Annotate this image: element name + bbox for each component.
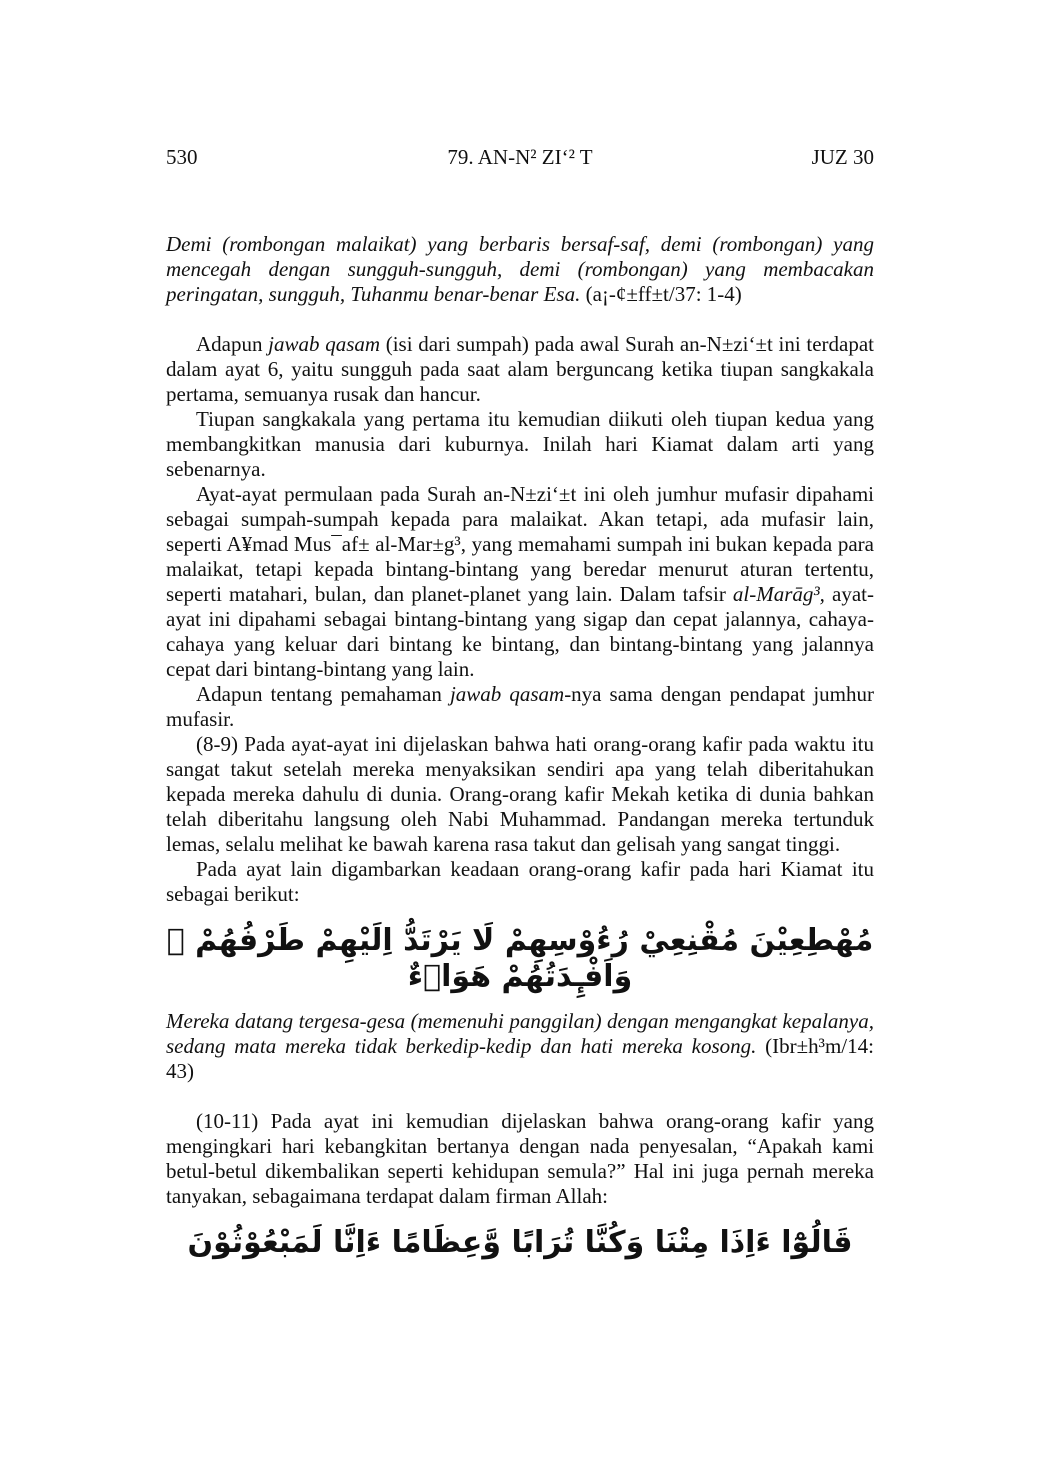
- paragraph-7: (10-11) Pada ayat ini kemudian dijelaskan bahwa orang-orang kafir yang mengingkari hari kebangkitan bertanya dengan nada penyesalan, “Apakah kami betul-betul dikembalikan seperti kehidupan semula?” Hal ini juga pernah mereka tanyakan, sebagaimana terdapat dalam firman Allah:: [166, 1109, 874, 1208]
- quote-translation-2: [166, 1009, 874, 1084]
- paragraph-3: [166, 482, 874, 682]
- italic-term: jawab qasam: [268, 332, 381, 356]
- paragraph-2: Tiupan sangkakala yang pertama itu kemudian diikuti oleh tiupan kedua yang membangkitkan manusia dari kuburnya. Inilah hari Kiamat dalam arti yang sebenarnya.: [166, 407, 874, 481]
- quote-translation-1: [166, 232, 874, 307]
- text-run: -nya sama dengan pendapat jumhur mufasir.: [166, 682, 874, 731]
- paragraph-5: (8-9) Pada ayat-ayat ini dijelaskan bahwa hati orang-orang kafir pada waktu itu sangat takut setelah mereka menyaksikan sendiri apa yang telah diberitahukan kepada mereka dahulu di dunia. Orang-orang kafir Mekah ketika di dunia bahkan telah diberitahu langsung oleh Nabi Muhammad. Pandangan mereka tertunduk lemas, selalu melihat ke bawah karena rasa takut dan gelisah yang sangat tinggi.: [166, 732, 874, 856]
- chapter-title: 79. AN-N² ZI‘² T: [447, 145, 593, 169]
- italic-term: jawab qasam: [449, 682, 565, 706]
- quote-reference: (a¡-¢±ff±t/37: 1-4): [580, 282, 742, 306]
- text-run: ayat-ayat ini dipahami sebagai bintang-bintang yang sigap dan cepat jalannya, cahaya-cahaya yang keluar dari bintang ke bintang, dan bintang-bintang yang jalannya cepat dari bintang-bintang yang lain.: [166, 582, 874, 681]
- quote-text: Demi (rombongan malaikat) yang berbaris bersaf-saf, demi (rombongan) yang mencegah dengan sungguh-sungguh, demi (rombongan) yang membacakan peringatan, sungguh, Tuhanmu benar-benar Esa.: [166, 232, 874, 306]
- text-run: Ayat-ayat permulaan pada Surah an-N±zi‘±t ini oleh jumhur mufasir dipahami sebagai sumpah-sumpah kepada para malaikat. Akan tetapi, ada mufasir lain, seperti A¥mad Mus¯af± al-Mar±g³, yang memahami sumpah ini bukan kepada para malaikat, tetapi kepada bintang-bintang yang beredar menurut aturan tertentu, seperti matahari, bulan, dan planet-planet yang lain. Dalam tafsir: [166, 482, 874, 606]
- arabic-verse-1: مُهْطِعِيْنَ مُقْنِعِيْ رُءُوْسِهِمْ لَا يَرْتَدُّ اِلَيْهِمْ طَرْفُهُمْ ۚ وَاَفْـِٕدَتُهُمْ هَوَاۤءٌ: [166, 923, 874, 994]
- text-run: (isi dari sumpah) pada awal Surah an-N±zi‘±t ini terdapat dalam ayat 6, yaitu sungguh pada saat alam berguncang ketika tiupan sangkakala pertama, semuanya rusak dan hancur.: [166, 332, 874, 406]
- quote-text: Mereka datang tergesa-gesa (memenuhi panggilan) dengan mengangkat kepalanya, sedang mata mereka tidak berkedip-kedip dan hati mereka kosong.: [166, 1009, 874, 1058]
- text-run: Adapun: [196, 332, 269, 356]
- page-body: [166, 232, 874, 1275]
- paragraph-6: Pada ayat lain digambarkan keadaan orang-orang kafir pada hari Kiamat itu sebagai berikut:: [166, 857, 874, 906]
- page-number: 530: [166, 145, 198, 169]
- text-run: Adapun tentang pemahaman: [196, 682, 450, 706]
- quote-reference: (Ibr±h³m/14: 43): [166, 1034, 874, 1083]
- paragraph-4: [166, 682, 874, 732]
- paragraph-1: [166, 332, 874, 407]
- arabic-verse-2: قَالُوْٓا ءَاِذَا مِتْنَا وَكُنَّا تُرَابًا وَّعِظَامًا ءَاِنَّا لَمَبْعُوْثُوْنَ: [187, 1225, 853, 1260]
- italic-term: al-Marāg³,: [732, 582, 825, 606]
- juz-label: JUZ 30: [811, 145, 874, 169]
